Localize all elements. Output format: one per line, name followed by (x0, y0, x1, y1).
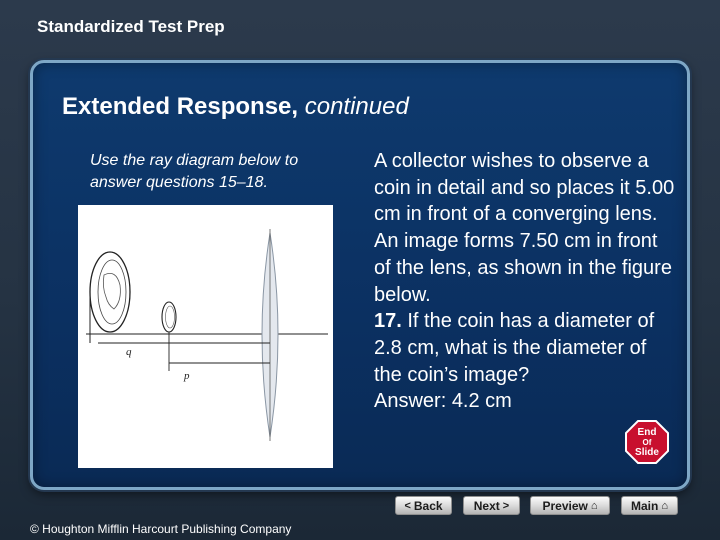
next-button[interactable] (463, 496, 520, 515)
preview-button[interactable] (530, 496, 610, 515)
coin-object (162, 302, 176, 371)
end-sign-line1: End (637, 427, 657, 438)
heading-continued: continued (304, 93, 409, 120)
home-icon-main: ⌂ (661, 499, 668, 512)
question-text: If the coin has a diameter of 2.8 cm, what is the diameter of the coin’s image? (374, 310, 655, 386)
main-button[interactable] (621, 496, 678, 515)
question-number: 17. (374, 310, 402, 333)
top-title: Standardized Test Prep (37, 17, 225, 36)
heading-main: Extended Response, (62, 93, 299, 120)
copyright-notice: © Houghton Mifflin Harcourt Publishing Company (30, 522, 292, 536)
next-button-label: Next (473, 498, 500, 513)
answer-value: 4.2 cm (451, 390, 512, 413)
coin-image (90, 252, 130, 343)
question-17 (374, 308, 679, 388)
ray-diagram-svg (78, 205, 333, 468)
answer-label: Answer: (374, 390, 447, 413)
next-arrow-icon: > (502, 499, 510, 512)
back-button[interactable] (395, 496, 452, 515)
end-sign-line2: Of (642, 438, 652, 447)
home-icon: ⌂ (590, 499, 598, 512)
ray-diagram (78, 205, 333, 468)
back-button-label: Back (413, 498, 443, 513)
main-button-label: Main (631, 498, 659, 513)
preview-button-label: Preview (542, 498, 588, 513)
answer-line (374, 388, 679, 415)
back-arrow-icon: < (404, 499, 411, 512)
end-of-slide-button[interactable] (625, 420, 669, 464)
question-block (374, 148, 679, 415)
label-p: p (184, 370, 190, 382)
end-sign-line3: Slide (635, 447, 659, 458)
label-q: q (126, 346, 132, 358)
question-intro: A collector wishes to observe a coin in detail and so places it 5.00 cm in front of a converging lens. An image forms 7.50 cm in front of the lens, as shown in the figure below. (374, 150, 675, 306)
slide-heading (62, 93, 409, 121)
end-of-slide-icon (625, 420, 669, 464)
diagram-instruction: Use the ray diagram below to answer questions 15–18. (90, 152, 299, 191)
